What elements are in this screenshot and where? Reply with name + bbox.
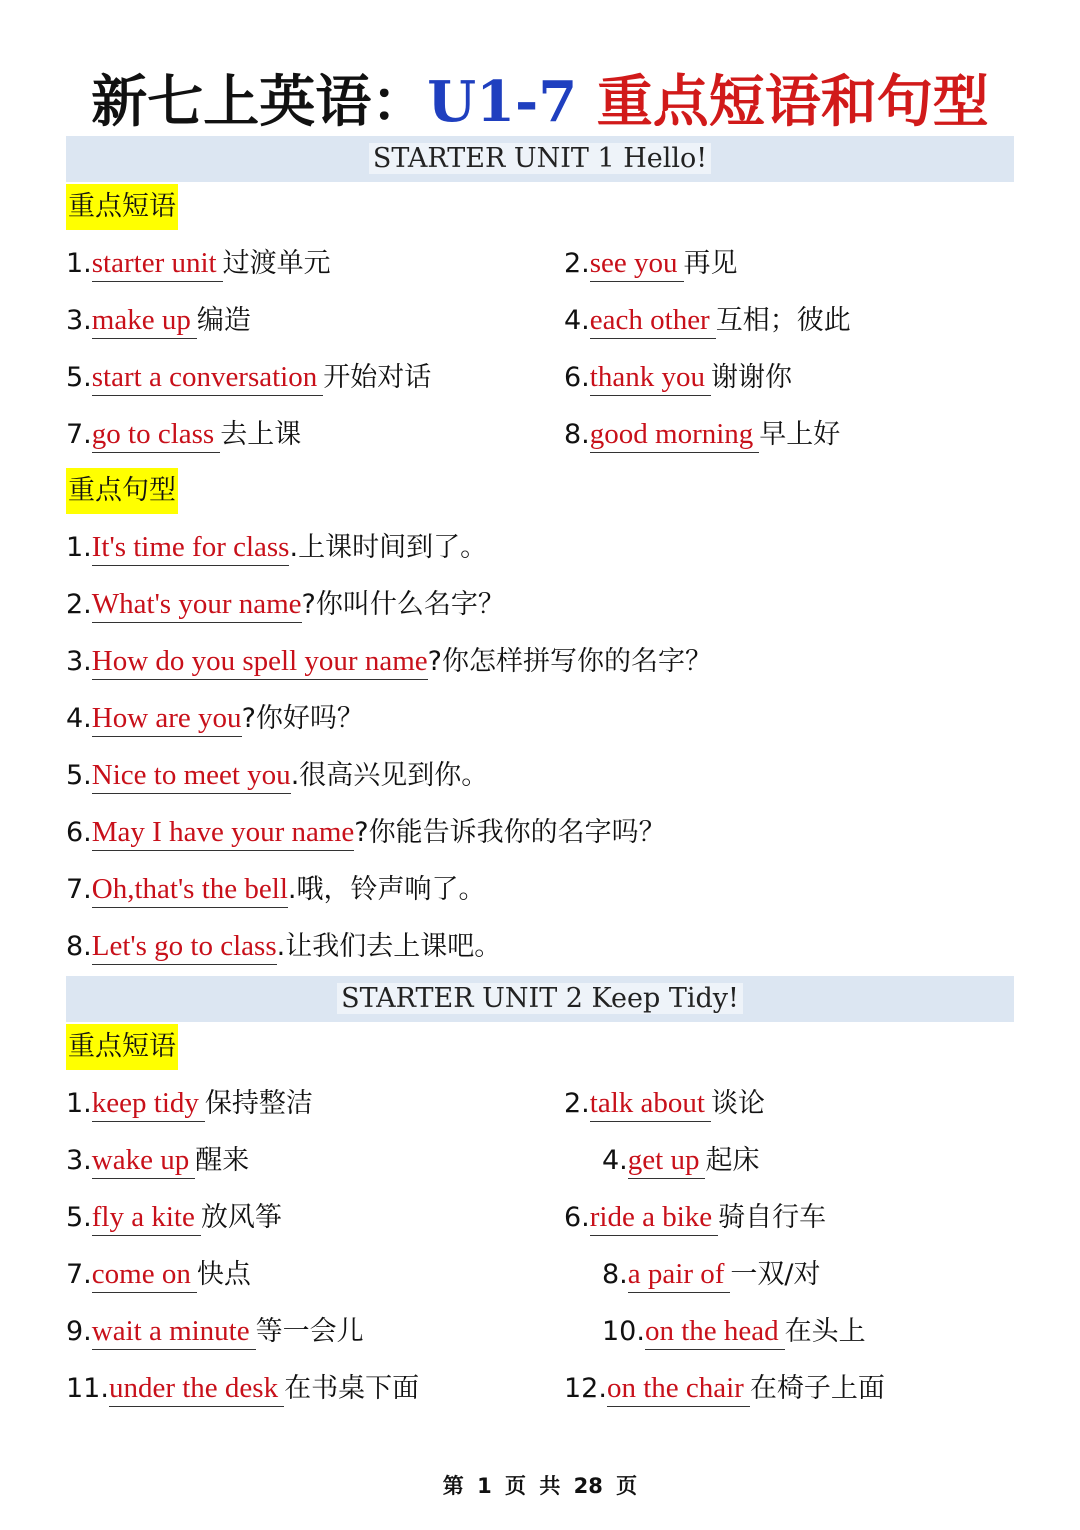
phrase-item <box>564 1084 765 1124</box>
item-number: 5. <box>66 760 92 791</box>
chinese-text: 开始对话 <box>323 362 432 393</box>
english-text: Nice to meet you <box>92 757 291 794</box>
chinese-text: 一双/对 <box>730 1259 821 1290</box>
english-text: thank you <box>590 359 711 396</box>
english-text: keep tidy <box>92 1085 205 1122</box>
item-number: 2. <box>564 1088 590 1119</box>
item-number: 10. <box>602 1316 645 1347</box>
item-number: 8. <box>564 419 590 450</box>
chinese-text: 去上课 <box>220 419 302 450</box>
chinese-text: .上课时间到了。 <box>289 532 488 563</box>
english-text: starter unit <box>92 245 223 282</box>
english-text: on the chair <box>607 1370 750 1407</box>
chinese-text: 骑自行车 <box>718 1202 827 1233</box>
chinese-text: .让我们去上课吧。 <box>276 931 502 962</box>
english-text: How are you <box>92 700 242 737</box>
phrase-item <box>66 1312 364 1352</box>
phrase-item <box>66 244 331 284</box>
chinese-text: 早上好 <box>759 419 841 450</box>
chinese-text: 在椅子上面 <box>749 1373 885 1404</box>
phrase-item <box>66 1255 251 1295</box>
phrase-item <box>564 301 851 341</box>
english-text: What's your name <box>92 586 302 623</box>
phrase-item <box>602 1255 821 1295</box>
english-text: Let's go to class <box>92 928 277 965</box>
sentence-item <box>66 756 488 796</box>
sentence-item <box>66 699 364 739</box>
chinese-text: 在头上 <box>784 1316 866 1347</box>
sentence-item <box>66 585 505 625</box>
phrase-item <box>564 1369 885 1409</box>
english-text: on the head <box>645 1313 785 1350</box>
chinese-text: ?你能告诉我你的名字吗？ <box>354 817 666 848</box>
english-text: It's time for class <box>92 529 290 566</box>
english-text: May I have your name <box>92 814 355 851</box>
english-text: How do you spell your name <box>92 643 428 680</box>
phrase-item <box>66 415 301 455</box>
chinese-text: ?你叫什么名字？ <box>301 589 505 620</box>
item-number: 7. <box>66 1259 92 1290</box>
item-number: 7. <box>66 874 92 905</box>
chinese-text: ?你怎样拼写你的名字？ <box>427 646 712 677</box>
english-text: each other <box>590 302 716 339</box>
sentence-item <box>66 927 501 967</box>
item-number: 12. <box>564 1373 607 1404</box>
item-number: 9. <box>66 1316 92 1347</box>
item-number: 7. <box>66 419 92 450</box>
english-text: see you <box>590 245 684 282</box>
unit2-header: STARTER UNIT 2 Keep Tidy! <box>66 976 1014 1022</box>
phrase-item <box>66 1084 313 1124</box>
english-text: under the desk <box>109 1370 284 1407</box>
phrase-item <box>564 415 840 455</box>
page-title: 新七上英语：U1-7 重点短语和句型 <box>91 69 989 135</box>
item-number: 1. <box>66 532 92 563</box>
english-text: wake up <box>92 1142 195 1179</box>
phrase-item <box>66 1198 282 1238</box>
english-text: talk about <box>590 1085 711 1122</box>
chinese-text: 醒来 <box>195 1145 250 1176</box>
item-number: 3. <box>66 646 92 677</box>
chinese-text: ?你好吗？ <box>241 703 364 734</box>
english-text: ride a bike <box>590 1199 718 1236</box>
english-text: make up <box>92 302 197 339</box>
chinese-text: 起床 <box>705 1145 760 1176</box>
item-number: 1. <box>66 1088 92 1119</box>
sentence-item <box>66 528 487 568</box>
unit2-phrases-label: 重点短语 <box>66 1024 178 1070</box>
english-text: good morning <box>590 416 760 453</box>
item-number: 2. <box>564 248 590 279</box>
item-number: 5. <box>66 1202 92 1233</box>
unit1-sentences-label: 重点句型 <box>66 468 178 514</box>
chinese-text: 放风筝 <box>200 1202 282 1233</box>
english-text: go to class <box>92 416 220 453</box>
item-number: 6. <box>564 1202 590 1233</box>
english-text: a pair of <box>628 1256 731 1293</box>
chinese-text: 谢谢你 <box>710 362 792 393</box>
chinese-text: .很高兴见到你。 <box>290 760 489 791</box>
chinese-text: 快点 <box>196 1259 251 1290</box>
english-text: get up <box>628 1142 706 1179</box>
unit1-phrases-label: 重点短语 <box>66 184 178 230</box>
item-number: 1. <box>66 248 92 279</box>
english-text: come on <box>92 1256 197 1293</box>
page-footer: 第 1 页 共 28 页 <box>442 1474 638 1498</box>
sentence-item <box>66 642 712 682</box>
chinese-text: .哦，铃声响了。 <box>287 874 486 905</box>
chinese-text: 过渡单元 <box>222 248 331 279</box>
english-text: wait a minute <box>92 1313 256 1350</box>
chinese-text: 谈论 <box>710 1088 765 1119</box>
english-text: start a conversation <box>92 359 323 396</box>
phrase-item <box>602 1141 759 1181</box>
phrase-item <box>66 301 251 341</box>
item-number: 2. <box>66 589 92 620</box>
chinese-text: 等一会儿 <box>255 1316 364 1347</box>
item-number: 11. <box>66 1373 109 1404</box>
phrase-item <box>66 1369 419 1409</box>
phrase-item <box>564 358 792 398</box>
item-number: 4. <box>564 305 590 336</box>
item-number: 6. <box>66 817 92 848</box>
unit1-header: STARTER UNIT 1 Hello! <box>66 136 1014 182</box>
chinese-text: 保持整洁 <box>204 1088 313 1119</box>
chinese-text: 互相；彼此 <box>715 305 851 336</box>
item-number: 3. <box>66 305 92 336</box>
phrase-item <box>564 244 738 284</box>
chinese-text: 再见 <box>683 248 738 279</box>
phrase-item <box>66 1141 249 1181</box>
english-text: fly a kite <box>92 1199 201 1236</box>
phrase-item <box>564 1198 826 1238</box>
chinese-text: 编造 <box>196 305 251 336</box>
item-number: 5. <box>66 362 92 393</box>
chinese-text: 在书桌下面 <box>284 1373 420 1404</box>
item-number: 4. <box>66 703 92 734</box>
sentence-item <box>66 813 666 853</box>
item-number: 6. <box>564 362 590 393</box>
item-number: 4. <box>602 1145 628 1176</box>
sentence-item <box>66 870 485 910</box>
phrase-item <box>602 1312 866 1352</box>
item-number: 8. <box>602 1259 628 1290</box>
phrase-item <box>66 358 431 398</box>
item-number: 8. <box>66 931 92 962</box>
english-text: Oh,that's the bell <box>92 871 288 908</box>
item-number: 3. <box>66 1145 92 1176</box>
